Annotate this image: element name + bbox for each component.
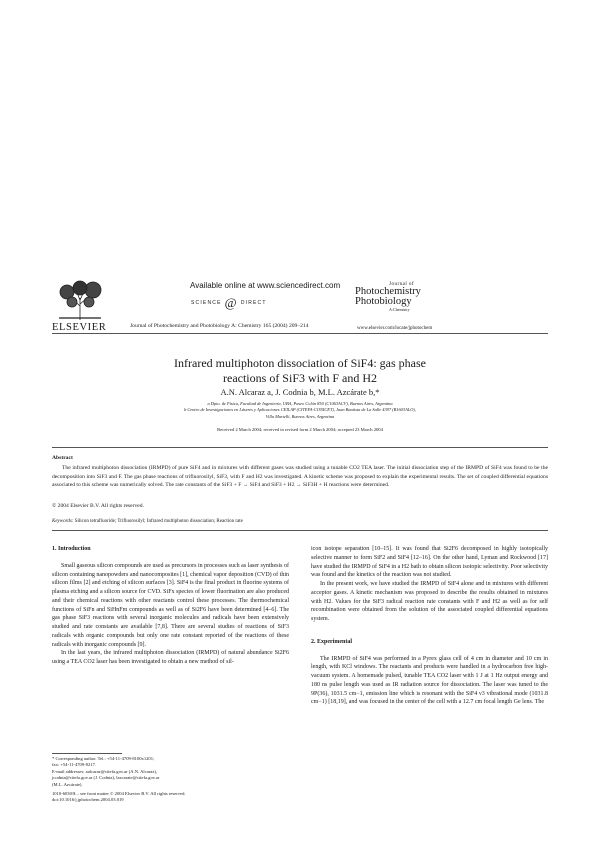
affiliation-a: a Dpto. de Física, Facultad de Ingeniería, UBA, Paseo Colón 850 (C1063ACV), Buenos Aires, Argentina	[207, 401, 393, 406]
authors: A.N. Alcaraz a, J. Codnia b, M.L. Azcárate b,*	[220, 387, 380, 397]
footnote	[52, 756, 289, 788]
journal-logo	[355, 282, 425, 312]
intro-paragraph-4: In the present work, we have studied the IRMPD of SiF4 alone and in mixtures with different acceptor gases. A kinetic mechanism was proposed to describe the results obtained in mixtures with H2. Values for the SiF3 radical reaction rate constants with F and H2 as well as for self recombination were obtained from the solution of the associated coupled differential equations system.	[311, 581, 548, 622]
journal-logo-line2b: Photobiology	[355, 296, 412, 307]
right-column	[311, 545, 548, 707]
intro-paragraph-2: In the last years, the infrared multiphoton dissociation (IRMPD) of natural abundance Si2F6 using a TEA CO2 laser has been investigated to obtain a new method of sil-	[52, 650, 289, 665]
sciencedirect-logo	[191, 295, 267, 311]
affiliations	[52, 401, 548, 420]
journal-logo-line1: Journal of	[389, 282, 415, 287]
footnote-line-2: fax: +54-11-4709-8217.	[52, 762, 97, 768]
journal-url[interactable]: www.elsevier.com/locate/jphotochem	[357, 326, 433, 331]
footnote-line-5: (M.L. Azcárate).	[52, 781, 83, 787]
intro-paragraph-1: Small gaseous silicon compounds are used as precursors in processes such as laser synthesis of silicon containing nanopowders and nanocomposites [1], chemical vapor deposition (CVD) of thin silicon films [2] and etching of silicon surfaces [3]. SiF4 is the final product in fluorine systems of plasma etching and a silicon source for CVD. SiFx species of lower fluorination are also produced and their chemical reactions with other reactants control these processes. The thermochemical functions of SiFn and SiHnFm compounds as well as of Si2F6 have been determined [4–6]. The gas phase SiF3 reactions with several inorganic molecules and radicals have been extensively studied and rate constants are available [7,8]. There are several studies of reactions of SiF3 radicals with organic compounds but only one rate constant reported of the reactions of these radicals with inorganic compounds [9].	[52, 562, 289, 648]
available-online[interactable]: Available online at www.sciencedirect.com	[190, 281, 341, 290]
article-title	[52, 356, 548, 386]
at-icon: @	[224, 295, 238, 310]
elsevier-tree-logo	[55, 280, 105, 320]
copyright: © 2004 Elsevier B.V. All rights reserved.	[52, 503, 144, 509]
keywords-label: Keywords:	[52, 519, 74, 524]
footnote-line-4: jcodnia@citefa.gov.ar (J. Codnia), lazcarate@citefa.gov.ar	[52, 775, 160, 781]
publisher-name: ELSEVIER	[52, 322, 107, 333]
intro-heading: 1. Introduction	[52, 546, 91, 552]
journal-reference: Journal of Photochemistry and Photobiology A: Chemistry 165 (2004) 209–214	[130, 323, 309, 329]
journal-logo-line2a: Photochemistry	[355, 286, 421, 297]
left-column	[52, 545, 289, 667]
abstract-rule-bottom	[52, 530, 548, 531]
abstract-rule-top	[52, 447, 548, 448]
experimental-heading: 2. Experimental	[311, 638, 352, 645]
title-line-2: reactions of SiF3 with F and H2	[223, 371, 377, 385]
journal-logo-line3: A:Chemistry	[389, 307, 410, 312]
affiliation-b: b Centro de Investigaciones en Láseres y Aplicaciones CEILAP (CITEFA-CONICET), Juan Bautista de La Salle 4397 (B1603ALO),	[184, 407, 416, 413]
doi-line[interactable]: doi:10.1016/j.jphotochem.2004.03.019	[52, 797, 124, 803]
footnote-line-1: * Corresponding author. Tel.: +54-11-4709-8100x1201;	[52, 756, 155, 761]
abstract-heading: Abstract	[52, 455, 73, 461]
bottom-info	[52, 791, 352, 804]
header-rule	[52, 333, 548, 334]
sciencedirect-right: DIRECT	[240, 300, 267, 306]
affiliation-b-cont: Villa Martelli, Buenos Aires, Argentina	[265, 413, 335, 419]
received-dates: Received 2 March 2004; received in revised form 2 March 2004; accepted 23 March 2004	[217, 427, 383, 432]
footnote-rule	[52, 753, 122, 754]
title-line-1: Infrared multiphoton dissociation of SiF4: gas phase	[174, 356, 426, 370]
issn-line: 1010-6030/$ – see front matter © 2004 Elsevier B.V. All rights reserved.	[52, 791, 186, 796]
abstract-text: The infrared multiphoton dissociation (IRMPD) of pure SiF4 and in mixtures with different gases was studied using a tunable CO2 TEA laser. The initial dissociation step of the IRMPD of SiF4 was found to be the decomposition into SiF3 and F. The gas phase reactions of trifluorosilyl, SiF3, with F and H2 was investigated. A kinetic scheme was proposed to explain the experimental results. The set of coupled differential equations associated to this scheme was numerically solved. The rate constants of the SiF3 + F → SiF4 and SiF3 + H2 → SiF3H + H reactions were determined.	[52, 465, 548, 489]
intro-paragraph-3: icon isotope separation [10–15]. It was found that Si2F6 decomposed in highly isotopically selective manner to form SiF2 and SiF4 [12–16]. On the other hand, Lyman and Rockwood [17] have studied the IRMPD of SiF4 in a H2 bath to obtain silicon isotopic selectivity. Poor selectivity was found and the kinetics of the reaction was not studied.	[311, 546, 548, 579]
keywords-text: Silicon tetrafluoride; Trifluorosilyl; Infrared multiphoton dissociation; Reaction rate	[74, 519, 243, 524]
sciencedirect-left: SCIENCE	[191, 300, 222, 306]
experimental-paragraph-1: The IRMPD of SiF4 was performed in a Pyrex glass cell of 4 cm in diameter and 10 cm in length, with KCl windows. The reactants and products were handled in a hydrocarbon free high-vacuum system. A homemade pulsed, tunable TEA CO2 laser with 1 J at 1 Hz output energy and 180 ns pulse length was used as IR radiation source for dissociation. The laser was tuned to the 9P(36), 1031.5 cm−1, emission line which is resonant with the SiF4 ν3 vibrational mode (1031.8 cm−1) [18,19], and was focused in the center of the cell with a 12.7 cm focal length Ge lens. The	[311, 655, 548, 706]
footnote-line-3: E-mail addresses: aalcaraz@citefa.gov.ar (A.N. Alcaraz),	[52, 768, 158, 774]
keywords	[52, 519, 243, 524]
